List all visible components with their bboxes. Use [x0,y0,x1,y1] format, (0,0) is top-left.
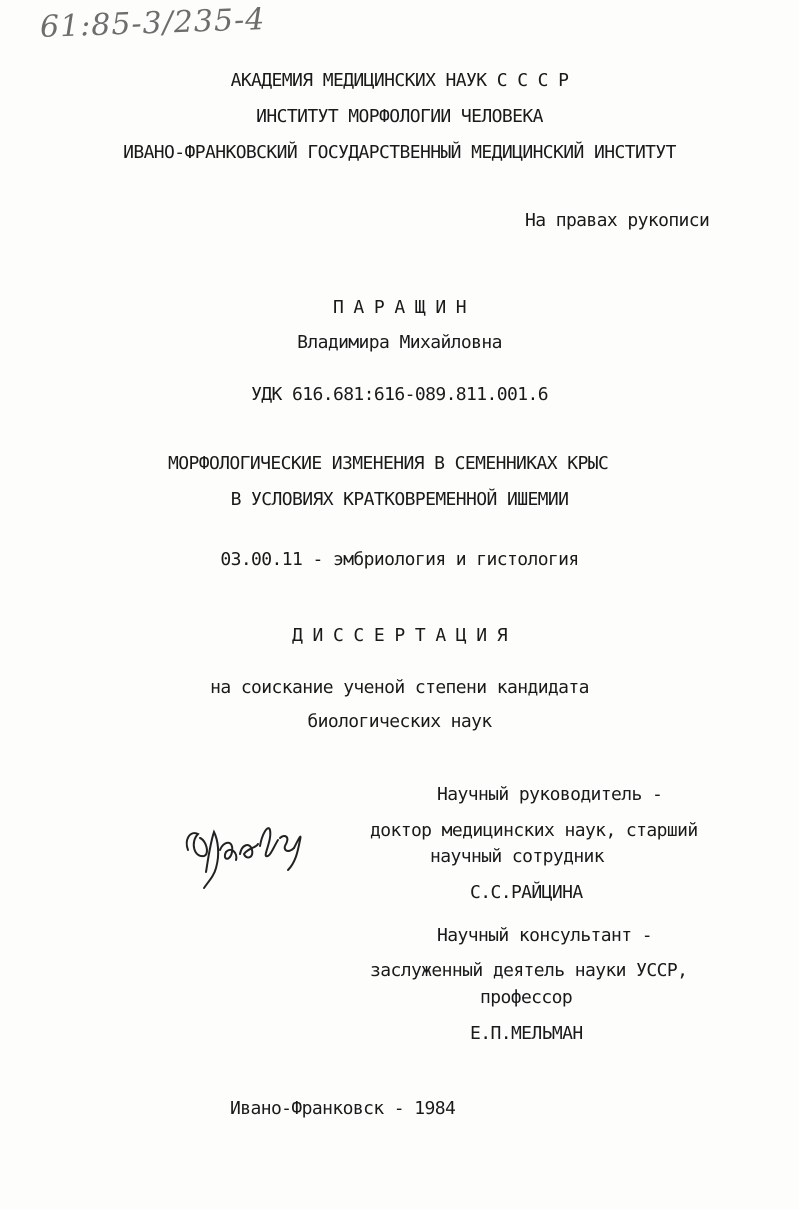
supervisor-title-line2: научный сотрудник [430,846,605,867]
handwritten-signature [180,810,310,904]
supervisor-title-line1: доктор медицинских наук, старший [370,820,698,841]
header-academy: АКАДЕМИЯ МЕДИЦИНСКИХ НАУК С С С Р [230,70,569,91]
udc-code: УДК 616.681:616-089.811.001.6 [251,384,548,405]
author-name: Владимира Михайловна [297,332,502,353]
author-surname: П А Р А Щ И Н [332,297,467,318]
consultant-role: Научный консультант - [437,925,652,946]
degree-line2: биологических наук [307,711,492,732]
supervisor-name: С.С.РАЙЦИНА [470,882,583,903]
degree-line1: на соискание ученой степени кандидата [210,677,589,698]
consultant-title-line2: профессор [480,987,573,1008]
consultant-name: Е.П.МЕЛЬМАН [470,1023,583,1044]
consultant-title-line1: заслуженный деятель науки УССР, [370,960,688,981]
header-institute: ИНСТИТУТ МОРФОЛОГИИ ЧЕЛОВЕКА [256,106,543,127]
supervisor-role: Научный руководитель - [437,784,663,805]
dissertation-title-line2: В УСЛОВИЯХ КРАТКОВРЕМЕННОЙ ИШЕМИИ [230,489,569,510]
specialty: 03.00.11 - эмбриология и гистология [220,549,579,570]
document-type: Д И С С Е Р Т А Ц И Я [292,625,507,646]
footer-place-year: Ивано-Франковск - 1984 [230,1098,456,1119]
archive-mark: 61:85-3/235-4 [39,2,266,45]
dissertation-title-line1: МОРФОЛОГИЧЕСКИЕ ИЗМЕНЕНИЯ В СЕМЕННИКАХ КРЫС [168,453,609,474]
manuscript-note: На правах рукописи [525,210,710,231]
header-university: ИВАНО-ФРАНКОВСКИЙ ГОСУДАРСТВЕННЫЙ МЕДИЦИНСКИЙ ИНСТИТУТ [123,142,676,163]
